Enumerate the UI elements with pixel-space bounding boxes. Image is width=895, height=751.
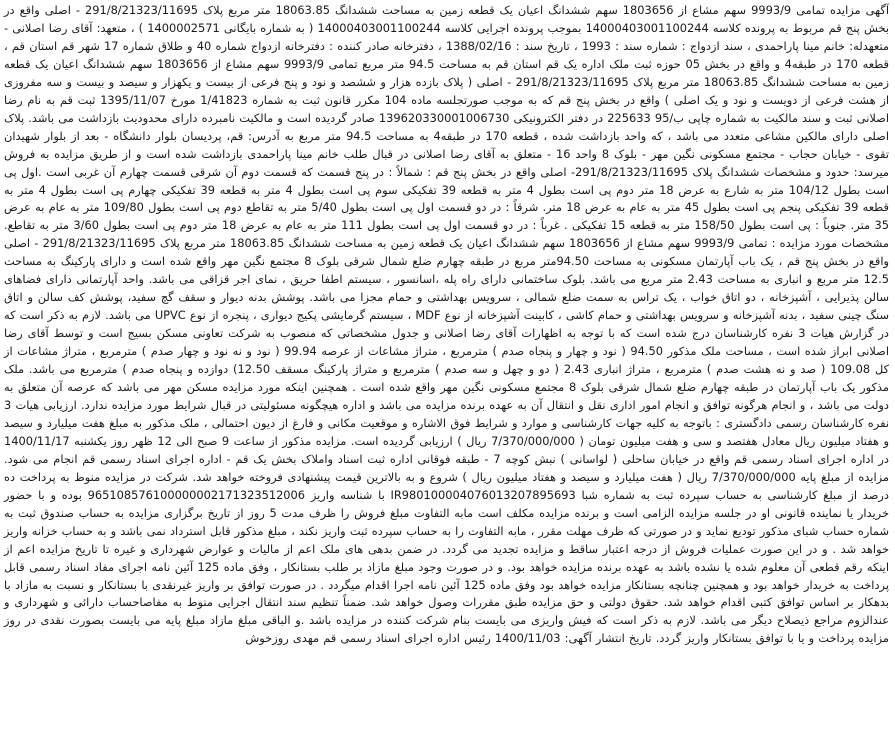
notice-body-text: آگهی مزایده تمامی 9993/9 سهم مشاع از 1803656 سهم ششدانگ اعیان یک قطعه زمین به مساحت ششدانگ 18063.85 متر مربع پلاک 291/8/21323/11695 - اصلی واقع در بخش پنج قم مربوط به پرونده کلاسه 14000403001100244 بموجب پرونده اجرایی کلاسه 14000403001100244 ( به شماره بایگانی 1400002571 ) ، متعهد: آقای رضا اصلانی - متعهدله: خانم مینا پاراحمدی ، سند ازدواج : شماره سند : 1993 ، تاریخ سند : 1388/02/16 ، دفترخانه صادر کننده : دفترخانه ازدواج شماره 40 و طلاق شماره 17 شهر قم استان قم ، قطعه 170 در طبقه4 و واقع در بخش 05 حوزه ثبت ملک اداره یک قم استان قم به مساحت 94.5 متر مربع تمامی 9993/9 سهم مشاع از 1803656 سهم ششدانگ اعیان یک قطعه زمین به مساحت ششدانگ 18063.85 متر مربع پلاک 291/8/21323/11695 - اصلی ( پلاک بازده هزار و ششصد و نود و پنج فرعی از بیست و یکهزار و سیصد و بیست و سه مفروزی از هشت فرعی از دویست و نود و یک اصلی ) واقع در بخش پنج قم که به موجب صورتجلسه ماده 104 مکرر قانون ثبت به شماره 1/41823 مورخ 1395/11/07 ثبت قم به نام رضا اصلانی ثبت و سند مالکیت به شماره چاپی ب/95 225633 در دفتر الکترونیکی 139620330001006730 صادر گردیده است و مالکیت نامبرده دارای محدودیت بازداشت می باشد. پلاک اصلی دارای مالکین مشاعی متعدد می باشد ، که واحد بازداشت شده ، قطعه 170 در طبقه4 به مساحت 94.5 متر مربع به آدرس: قم، پردیسان بلوار دانشگاه - بعد از بلوار شهیدان تقوی - خیابان حجاب - مجتمع مسکونی نگین مهر - بلوک 8 واحد 16 - متعلق به آقای رضا اصلانی در قبال طلب خانم مینا پاراحمدی بازداشت شده است و از طریق مزایده به فروش میرسد: حدود و مشخصات ششدانگ پلاک 291/8/21323/11695- اصلی واقع در بخش پنج قم : شمالاً : در پنج قسمت که قسمت دوم آن شرقی قسمت چهارم آن غربی است .اول پی است بطول 104/12 متر به شارع به عرض 18 متر دوم پی است بطول 4 متر به قطعه 39 تفکیکی سوم پی است بطول 4 متر به قطعه 39 تفکیکی چهارم پی است بطول 4 متر به قطعه 39 تفکیکی پنجم پی است بطول 45 متر به عام به عرض 18 متر. شرقاً : در دو قسمت اول پی است بطول 5/40 متر به تقاطع دوم پی است بطول 109/80 متر به عام به عرض 35 متر. جنوباً : پی است بطول 158/50 متر به قطعه 15 تفکیکی . غرباً : در دو قسمت اول پی است بطول 111 متر به عام به عرض 18 متر دوم پی است بطول 3/60 متر به تقاطع. مشخصات مورد مزایده : تمامی 9993/9 سهم مشاع از 1803656 سهم ششدانگ اعیان یک قطعه زمین به مساحت ششدانگ 18063.85 متر مربع پلاک 291/8/21323/11695 - اصلی واقع در بخش پنج قم ، یک باب آپارتمان مسکونی به مساحت 94.50متر مربع در طبقه چهارم ضلع شمال شرقی بلوک 8 مجتمع نگین مهر واقع شده است و دارای پارکینگ به مساحت 12.5 متر مربع و انباری به مساحت 2.43 متر مربع می باشد. بلوک ساختمانی دارای راه پله ،اسانسور ، سیستم اطفا حریق ، نمای اجر قزاقی می باشد. واحد آپارتمانی دارای فضاهای سالن پذیرایی ، آشپزخانه ، دو اتاق خواب ، یک تراس به سمت ضلع شمالی ، سرویس بهداشتی و حمام مجزا می باشد. پوشش بدنه دیوار و سقف گچ سفید، پوشش کف سالن و اتاق سنگ چینی سفید ، بدنه آشپزخانه و سرویس بهداشتی و حمام کاشی ، کابینت آشپزخانه از نوع MDF ، سیستم گرمایشی پکیج دیواری ، پنجره از نوع UPVC می باشد. لازم به ذکر است که در گزارش هیات 3 نفره کارشناسان درج شده است که با توجه به اظهارات آقای رضا اصلانی و جدول مشخصاتی که منصوب به شرکت تعاونی مسکن بسیج است و توسط آقای رضا اصلانی ابراز شده است ، مساحت ملک مذکور 94.50 ( نود و چهار و پنجاه صدم ) مترمربع ، متراژ مشاعات از عرصه 99.94 ( نود و نه نود و چهار صدم ) مترمربع ، متراژ مشاعات از کل 109.08 ( صد و نه هشت صدم ) مترمربع ، متراژ انباری 2.43 ( دو و چهل و سه صدم ) مترمربع و متراژ پارکینگ مسقف 12.50) دوازده و پنجاه صدم ) مترمربع می باشد. ملک مذکور یک باب آپارتمان در طبقه چهارم ضلع شمال شرقی بلوک 8 مجتمع مسکونی نگین مهر واقع شده است . همچنین اینکه مورد مزایده مسکن مهر می باشد که عرصه آن متعلق به دولت می باشد ، و انجام هرگونه توافق و انجام امور اداری نقل و انتقال آن به عهده برنده مزایده می باشد و اداره هیچگونه مسئولیتی در قبال شرایط مورد مزایده ندارد. ارزیابی هیات 3 نفره کارشناسان رسمی دادگستری : باتوجه به کلیه جهات کارشناسی و موارد و شرایط فوق الاشاره و موقعیت مکانی و فارغ از دیون احتمالی ، ملک مذکور به مبلغ هفت میلیارد و سیصد و هفتاد میلیون ریال معادل هفتصد و سی و هفت میلیون تومان ( 7/370/000/000 ریال ) ارزیابی گردیده است. مزایده مذکور از ساعت 9 صبح الی 12 ظهر روز یکشنبه 1400/11/17 در اداره اجرای اسناد رسمی قم واقع در خیابان ساحلی ( لواسانی ) نبش کوچه 7 - طبقه فوقانی اداره ثبت اسناد واملاک بخش یک قم - اداره اجرای اسناد رسمی قم انجام می شود. مزایده از مبلغ پایه 7/370/000/000 ریال ( هفت میلیارد و سیصد و هفتاد میلیون ریال ) شروع و به بالاترین قیمت پیشنهادی فروخته خواهد شد. شرکت در مزایده منوط به پرداخت ده درصد از مبلغ کارشناسی به حساب سپرده ثبت به شماره شبا IR980100004076013207895693 با شناسه واریز 965108576100000002171323512006 بوده و با حضور خریدار یا نماینده قانونی او در جلسه مزایده الزامی است و برنده مزایده مکلف است مابه التفاوت مبلغ فروش را ظرف مدت 5 روز از تاریخ برگزاری مزایده به حساب صندوق ثبت به شماره حساب شبای مذکور تودیع نماید و در صورتی که ظرف مهلت مقرر ، مابه التفاوت را به حساب سپرده ثبت واریز نکند ، مبلغ مذکور قابل استرداد نمی باشد و به حساب خزانه واریز خواهد شد . و در این صورت عملیات فروش از درجه اعتبار ساقط و مزایده تجدید می گردد. در ضمن بدهی های ملک اعم از مالیات و عوارض شهرداری و غیره تا تاریخ مزایده اعم از اینکه رقم قطعی آن معلوم شده یا نشده باشد به عهده برنده مزایده خواهد بود. و در صورت وجود مبلغ مازاد بر طلب بستانکار ، وفق ماده 125 آئین نامه اجرای مفاد اسناد رسمی قابل پرداخت به خریدار خواهد بود و همچنین چنانچه بستانکار مزایده خواهد بود وفق ماده 125 آئین نامه اجرا اقدام میگردد . در صورت توافق بر واریز غیرنقدی با بستانکار و نسبت به مازاد با بدهکار بر اساس توافق کتبی اقدام خواهد شد. حقوق دولتی و حق مزایده طبق مقررات وصول خواهد شد. ضمناً تنظیم سند انتقال اجرایی منوط به مفاصاحساب دارائی و شهرداری و عندالزوم مراجع ذیصلاح دیگر می باشد. لازم به ذکر است که فیش واریزی می بایست بنام شرکت کننده در مزایده باشد .و الباقی مبلغ مازاد مبلغ پایه می بایست بصورت نقدی در روز مزایده پرداخت و یا با توافق بستانکار واریز گردد. تاریخ انتشار آگهی: 1400/11/03 رئیس اداره اجرای اسناد رسمی قم مهدی روزخوش [4, 3, 890, 646]
